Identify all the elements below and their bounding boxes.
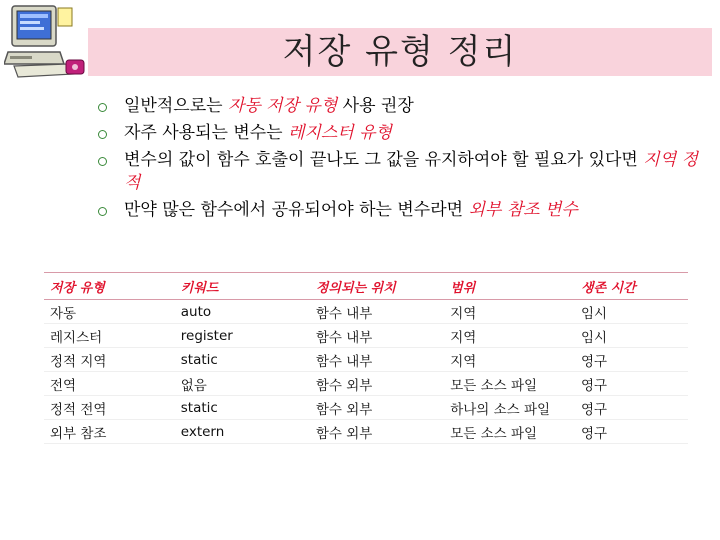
cell-storage-type: 정적 지역: [44, 348, 175, 372]
cell-lifetime: 영구: [575, 396, 688, 420]
cell-definition-location: 함수 외부: [310, 372, 444, 396]
cell-keyword: static: [175, 396, 310, 420]
cell-storage-type: 전역: [44, 372, 175, 396]
cell-lifetime: 영구: [575, 348, 688, 372]
cell-storage-type: 정적 전역: [44, 396, 175, 420]
bullet-item: [96, 95, 706, 118]
header-storage-type: 저장 유형: [44, 273, 175, 300]
cell-definition-location: 함수 내부: [310, 348, 444, 372]
cell-storage-type: 자동: [44, 300, 175, 324]
table-row: [44, 420, 688, 444]
bullet-dot-icon: [98, 207, 107, 216]
cell-lifetime: 영구: [575, 372, 688, 396]
bullet-text: 변수의 값이 함수 호출이 끝나도 그 값을 유지하여야 할 필요가 있다면: [124, 150, 644, 170]
cell-keyword: static: [175, 348, 310, 372]
bullet-text-after: 사용 권장: [337, 96, 414, 116]
bullet-text: 만약 많은 함수에서 공유되어야 하는 변수라면: [124, 200, 469, 220]
bullet-emphasis: 자동 저장 유형: [227, 96, 338, 116]
cell-scope: 지역: [444, 300, 575, 324]
cell-keyword: 없음: [175, 372, 310, 396]
cell-storage-type: 레지스터: [44, 324, 175, 348]
header-definition-location: 정의되는 위치: [310, 273, 444, 300]
header-keyword: 키워드: [175, 273, 310, 300]
cell-scope: 지역: [444, 348, 575, 372]
computer-icon: [4, 2, 86, 80]
bullet-item: [96, 122, 706, 145]
cell-lifetime: 임시: [575, 324, 688, 348]
bullet-dot-icon: [98, 103, 107, 112]
cell-definition-location: 함수 내부: [310, 300, 444, 324]
header-scope: 범위: [444, 273, 575, 300]
table-row: [44, 372, 688, 396]
bullet-emphasis: 지역 정적: [124, 150, 698, 193]
cell-scope: 하나의 소스 파일: [444, 396, 575, 420]
table-row: [44, 324, 688, 348]
header-lifetime: 생존 시간: [575, 273, 688, 300]
cell-definition-location: 함수 내부: [310, 324, 444, 348]
bullet-text: 자주 사용되는 변수는: [124, 123, 289, 143]
bullet-dot-icon: [98, 130, 107, 139]
cell-scope: 모든 소스 파일: [444, 420, 575, 444]
cell-definition-location: 함수 외부: [310, 420, 444, 444]
cell-keyword: register: [175, 324, 310, 348]
table-row: [44, 348, 688, 372]
bullet-list: [96, 95, 706, 226]
bullet-emphasis: 외부 참조 변수: [468, 200, 578, 220]
cell-lifetime: 영구: [575, 420, 688, 444]
cell-scope: 모든 소스 파일: [444, 372, 575, 396]
slide-title: 저장 유형 정리: [282, 32, 518, 72]
cell-lifetime: 임시: [575, 300, 688, 324]
cell-definition-location: 함수 외부: [310, 396, 444, 420]
table-row: [44, 300, 688, 324]
table-row: [44, 396, 688, 420]
bullet-item: [96, 149, 706, 195]
bullet-emphasis: 레지스터 유형: [288, 123, 392, 143]
table-header-row: [44, 273, 688, 300]
storage-type-table: [44, 272, 688, 444]
cell-scope: 지역: [444, 324, 575, 348]
bullet-text: 일반적으로는: [124, 96, 228, 116]
cell-storage-type: 외부 참조: [44, 420, 175, 444]
bullet-item: [96, 199, 706, 222]
bullet-dot-icon: [98, 157, 107, 166]
cell-keyword: extern: [175, 420, 310, 444]
cell-keyword: auto: [175, 300, 310, 324]
